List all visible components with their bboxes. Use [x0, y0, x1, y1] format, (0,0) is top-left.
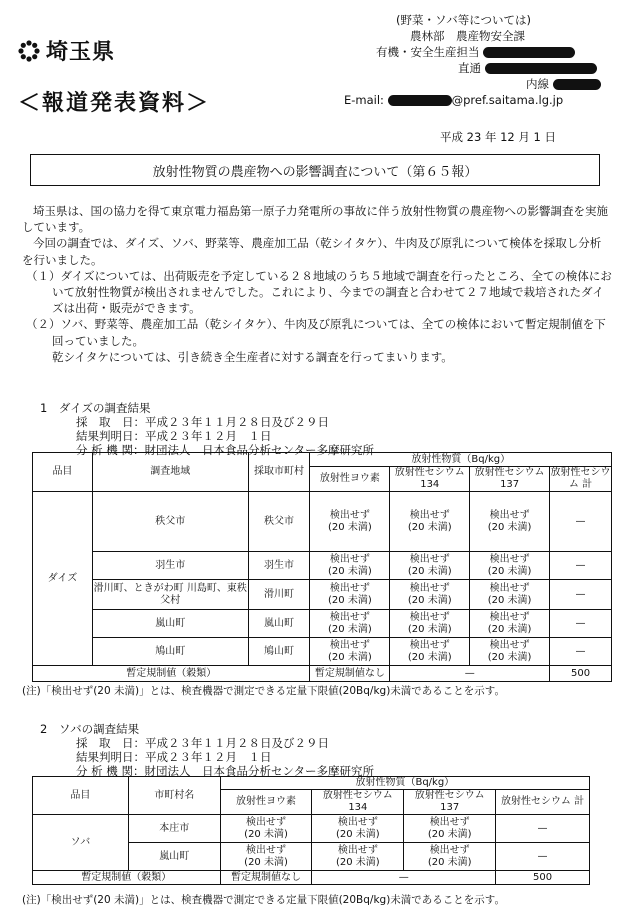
table-cell: 検出せず (20 未満)	[470, 638, 550, 666]
title-text: 放射性物質の農産物への影響調査について（第６５報）	[152, 164, 478, 180]
table-cell: 検出せず (20 未満)	[312, 815, 404, 843]
col-item: 品目	[33, 453, 93, 492]
col-municipality: 市町村名	[128, 777, 220, 815]
limit-value: 500	[550, 666, 612, 682]
section1-result-date: 結果判明日：平成２３年１２月 １日	[76, 429, 272, 443]
col-iodine: 放射性ヨウ素	[220, 790, 312, 815]
redacted-phone	[485, 63, 597, 74]
contact-division: 農林部 農産物安全課	[410, 29, 525, 43]
col-cs137: 放射性セシウム 137	[404, 790, 496, 815]
table-cell: 検出せず (20 未満)	[310, 580, 390, 610]
table-cell: 検出せず (20 未満)	[470, 492, 550, 552]
section1-header	[40, 401, 374, 457]
table-cell: 検出せず (20 未満)	[470, 552, 550, 580]
table-cell: —	[550, 492, 612, 552]
section1-heading: 1 ダイズの調査結果	[40, 401, 151, 415]
table-cell: 滑川町、ときがわ町 川島町、東秩父村	[92, 580, 248, 610]
section2-lab: 分 析 機 関：財団法人 日本食品分析センター多摩研究所	[76, 764, 375, 778]
limit-mid: —	[390, 666, 550, 682]
release-date: 平成 23 年 12 月 1 日	[440, 130, 557, 144]
redacted-email	[388, 95, 452, 106]
limit-none: 暫定規制値なし	[220, 871, 312, 885]
table-cell: 検出せず (20 未満)	[312, 843, 404, 871]
table-cell: —	[496, 815, 590, 843]
col-radioactive: 放射性物質（Bq/kg）	[220, 777, 589, 790]
contact-ext-label: 内線	[526, 77, 549, 91]
section1-note: (注)「検出せず(20 未満)」とは、検査機器で測定できる定量下限値(20Bq/kg)未満であることを示す。	[22, 685, 505, 697]
paragraph-intro: 埼玉県は、国の協力を得て東京電力福島第一原子力発電所の事故に伴う放射性物質の農産物への影響調査を実施しています。	[22, 204, 608, 235]
table-cell: —	[550, 552, 612, 580]
table-cell: 嵐山町	[248, 610, 310, 638]
table-cell: 検出せず (20 未満)	[470, 610, 550, 638]
paragraph-scope: 今回の調査では、ダイズ、ソバ、野菜等、農産加工品（乾シイタケ）、牛肉及び原乳について検体を採取し分析を行いました。	[22, 236, 602, 267]
table-cell: 検出せず (20 未満)	[390, 610, 470, 638]
col-municipality: 採取市町村	[248, 453, 310, 492]
table-cell: 鳩山町	[248, 638, 310, 666]
col-iodine: 放射性ヨウ素	[310, 467, 390, 492]
table-cell: 検出せず (20 未満)	[310, 492, 390, 552]
limit-label: 暫定規制値（穀類）	[33, 871, 221, 885]
table-cell: —	[550, 610, 612, 638]
paragraph-shiitake: 乾シイタケについては、引き続き全生産者に対する調査を行ってまいります。	[52, 349, 453, 364]
col-radioactive: 放射性物質（Bq/kg）	[310, 453, 612, 467]
table-cell: 検出せず (20 未満)	[310, 552, 390, 580]
redacted-name	[483, 47, 575, 58]
crop-name: ソバ	[33, 815, 129, 871]
table-cell: 検出せず (20 未満)	[404, 843, 496, 871]
col-area: 調査地域	[92, 453, 248, 492]
section2-heading: 2 ソバの調査結果	[40, 722, 140, 736]
limit-mid: —	[312, 871, 496, 885]
table-cell: —	[550, 580, 612, 610]
limit-value: 500	[496, 871, 590, 885]
email-domain: @pref.saitama.lg.jp	[451, 93, 564, 107]
crop-name: ダイズ	[33, 492, 93, 666]
limit-label: 暫定規制値（穀類）	[33, 666, 310, 682]
col-cs134: 放射性セシウム 134	[390, 467, 470, 492]
section2-note: (注)「検出せず(20 未満)」とは、検査機器で測定できる定量下限値(20Bq/kg)未満であることを示す。	[22, 894, 505, 906]
table-cell: 検出せず (20 未満)	[310, 638, 390, 666]
contact-section: 有機・安全生産担当	[376, 45, 480, 59]
table-cell: 検出せず (20 未満)	[470, 580, 550, 610]
col-item: 品目	[33, 777, 129, 815]
section2-sampling: 採 取 日：平成２３年１１月２８日及び２９日	[76, 736, 329, 750]
body-text	[22, 203, 612, 365]
buckwheat-results-table	[32, 776, 590, 885]
section1-sampling: 採 取 日：平成２３年１１月２８日及び２９日	[76, 415, 329, 429]
table-cell: 嵐山町	[128, 843, 220, 871]
table-cell: 本庄市	[128, 815, 220, 843]
section1-lab: 分 析 機 関：財団法人 日本食品分析センター多摩研究所	[76, 443, 375, 457]
col-cs-total: 放射性セシウム 計	[496, 790, 590, 815]
table-cell: 検出せず (20 未満)	[220, 843, 312, 871]
table-cell: 検出せず (20 未満)	[390, 638, 470, 666]
table-cell: 検出せず (20 未満)	[390, 580, 470, 610]
table-cell: 羽生市	[248, 552, 310, 580]
table-cell: 検出せず (20 未満)	[390, 552, 470, 580]
soybean-results-table	[32, 452, 612, 682]
prefecture-name: 埼玉県	[46, 40, 116, 65]
col-cs-total: 放射性セシウム 計	[550, 467, 611, 490]
redacted-ext	[553, 79, 601, 90]
section2-result-date: 結果判明日：平成２３年１２月 １日	[76, 750, 272, 764]
col-cs134: 放射性セシウム 134	[312, 790, 404, 815]
table-cell: 検出せず (20 未満)	[310, 610, 390, 638]
contact-direct-label: 直通	[458, 61, 481, 75]
table-cell: 羽生市	[92, 552, 248, 580]
email-label: E-mail:	[344, 93, 384, 107]
table-cell: 秩父市	[92, 492, 248, 552]
table-cell: 滑川町	[248, 580, 310, 610]
section2-header	[40, 722, 374, 778]
saitama-emblem-icon	[18, 40, 40, 62]
limit-none: 暫定規制値なし	[310, 666, 390, 682]
table-cell: 検出せず (20 未満)	[404, 815, 496, 843]
paragraph-others: （２）ソバ、野菜等、農産加工品（乾シイタケ）、牛肉及び原乳については、全ての検体において暫定規制値を下回っていました。	[26, 317, 606, 348]
press-release-label: ＜報道発表資料＞	[18, 91, 211, 116]
contact-scope: (野菜・ソバ等については)	[396, 13, 532, 27]
table-cell: 嵐山町	[92, 610, 248, 638]
prefecture-logo	[18, 35, 115, 66]
table-cell: 鳩山町	[92, 638, 248, 666]
table-cell: 検出せず (20 未満)	[390, 492, 470, 552]
table-cell: 秩父市	[248, 492, 310, 552]
table-cell: —	[550, 638, 612, 666]
document-title	[30, 154, 600, 186]
col-cs137: 放射性セシウム 137	[470, 467, 550, 492]
contact-block	[340, 12, 640, 108]
paragraph-soybean: （１）ダイズについては、出荷販売を予定している２８地域のうち５地域で調査を行ったところ、全ての検体において放射性物質が検出されませんでした。これにより、今までの調査と合わせて２７地域で栽培されたダイズは出荷・販売ができます。	[26, 268, 612, 316]
table-cell: —	[496, 843, 590, 871]
table-cell: 検出せず (20 未満)	[220, 815, 312, 843]
